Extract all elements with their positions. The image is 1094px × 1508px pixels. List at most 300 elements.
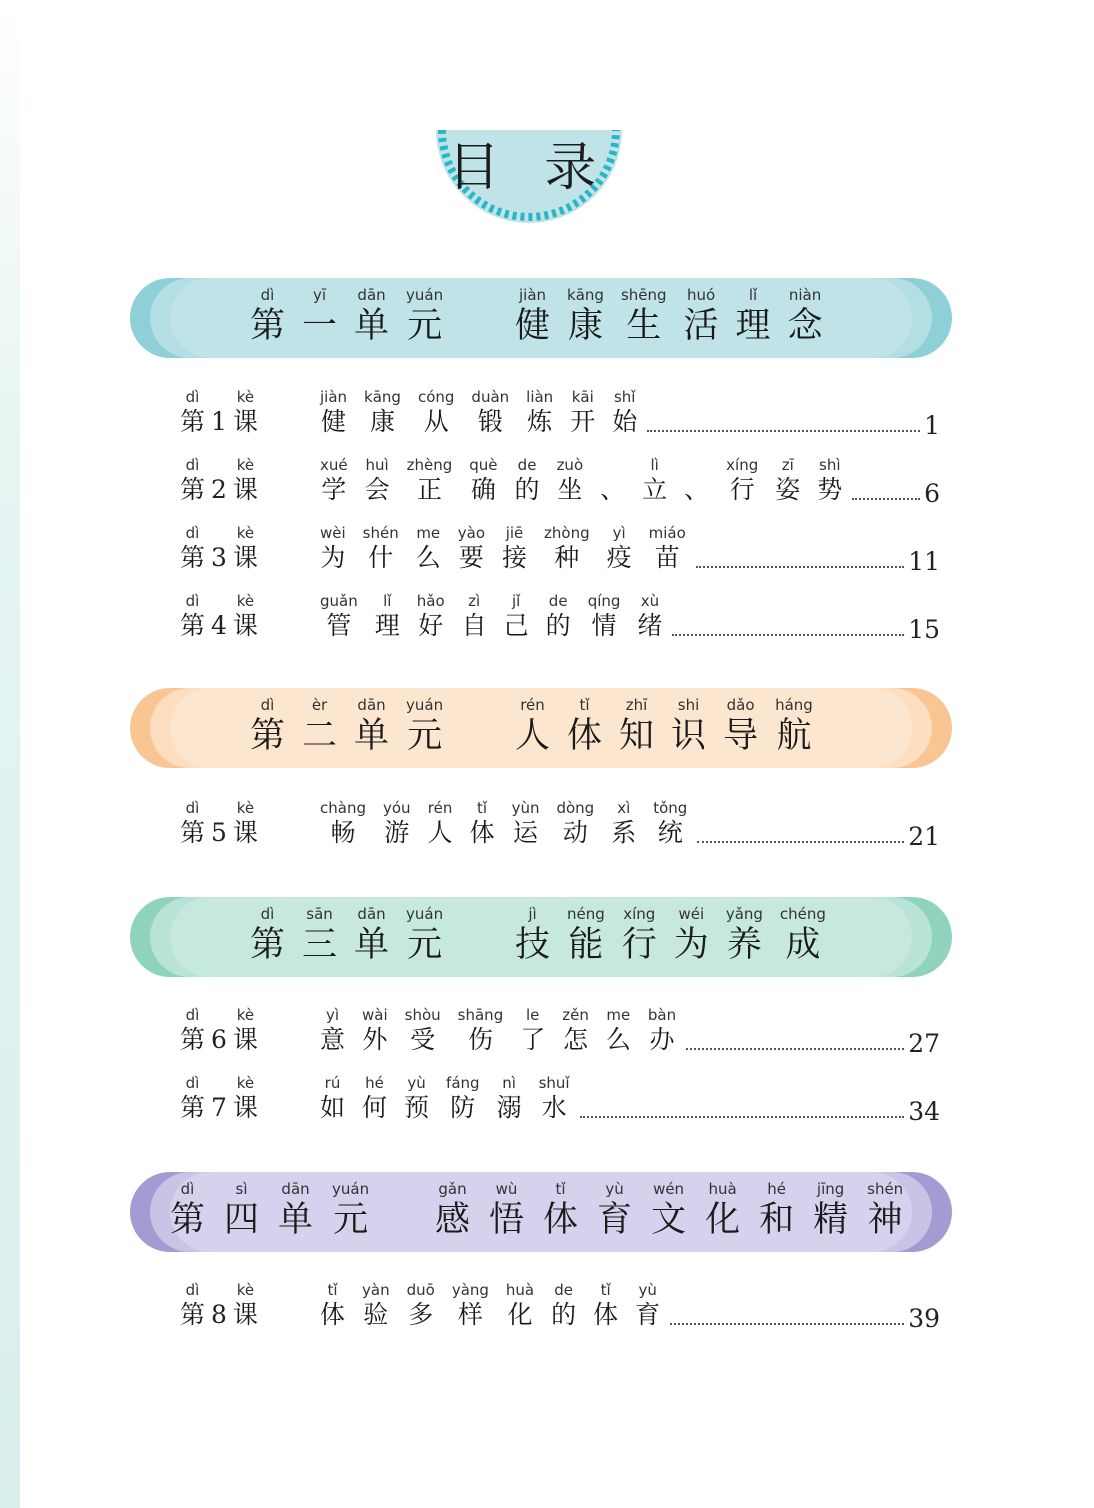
- hanzi: 课: [232, 1093, 258, 1122]
- lesson-title-char: [416, 524, 441, 574]
- pinyin: háng: [775, 696, 813, 714]
- pinyin: tǐ: [327, 1281, 338, 1299]
- hanzi: 精: [813, 1200, 849, 1240]
- pinyin: kè: [236, 456, 255, 474]
- pinyin: dān: [357, 905, 386, 923]
- unit-name-char: [788, 286, 823, 348]
- hanzi: 何: [362, 1093, 388, 1122]
- lesson-label-ke: [233, 799, 258, 849]
- page-title: 目 录: [447, 138, 611, 198]
- lesson-title-char: [635, 1281, 660, 1331]
- lesson-title: [320, 799, 687, 849]
- pinyin: kāng: [364, 388, 401, 406]
- lesson-title-char: [544, 524, 590, 574]
- pinyin: tǐ: [555, 1180, 566, 1198]
- unit-label-char: [250, 905, 285, 967]
- pinyin: kè: [236, 592, 255, 610]
- pinyin: shǐ: [613, 388, 636, 406]
- pinyin: dì: [185, 1006, 200, 1024]
- page-number: 21: [908, 822, 940, 851]
- dotted-leader: [647, 430, 920, 432]
- hanzi: 好: [418, 611, 444, 640]
- lesson-row-4[interactable]: [180, 592, 940, 652]
- lesson-title-char: [417, 592, 445, 642]
- lesson-title-char: [642, 456, 667, 506]
- hanzi: 为: [673, 925, 709, 965]
- lesson-row-1[interactable]: [180, 388, 940, 448]
- hanzi: 体: [320, 1300, 346, 1329]
- hanzi: 课: [232, 543, 258, 572]
- pinyin: yì: [325, 1006, 340, 1024]
- pinyin: zhòng: [544, 524, 590, 542]
- unit-name: [515, 696, 813, 758]
- unit-name-char: [671, 696, 706, 758]
- title-badge: [436, 130, 622, 224]
- lesson-title: [320, 1074, 570, 1124]
- unit-banner-4: [130, 1172, 952, 1252]
- hanzi: 三: [302, 925, 338, 965]
- pinyin: jiàn: [518, 286, 547, 304]
- hanzi: 体: [469, 818, 495, 847]
- hanzi: 始: [612, 407, 638, 436]
- hanzi: 么: [415, 543, 441, 572]
- hanzi: 统: [657, 818, 683, 847]
- lesson-row-7[interactable]: [180, 1074, 940, 1134]
- hanzi: 了: [520, 1025, 546, 1054]
- lesson-title: [320, 592, 662, 642]
- lesson-row-2[interactable]: [180, 456, 940, 516]
- lesson-row-6[interactable]: [180, 1006, 940, 1066]
- pinyin: shì: [819, 456, 841, 474]
- pinyin: kāi: [571, 388, 594, 406]
- hanzi: 课: [232, 1025, 258, 1054]
- lesson-title-char: [428, 799, 453, 849]
- unit-name-char: [775, 696, 813, 758]
- unit-banner-1: [130, 278, 952, 358]
- lesson-title-char: [611, 799, 636, 849]
- unit-name-char: [621, 286, 667, 348]
- lesson-title-char: [637, 592, 662, 642]
- hanzi: 、: [600, 475, 626, 504]
- hanzi: 育: [597, 1200, 633, 1240]
- lesson-title: [320, 1281, 660, 1331]
- hanzi: 四: [224, 1200, 260, 1240]
- hanzi: 的: [514, 475, 540, 504]
- pinyin: kè: [236, 1006, 255, 1024]
- unit-label-char: [170, 1180, 205, 1242]
- lesson-title-char: [562, 1006, 589, 1056]
- unit-name: [515, 905, 826, 967]
- pinyin: lǐ: [383, 592, 392, 610]
- pinyin: [694, 456, 699, 474]
- dotted-leader: [696, 566, 904, 568]
- hanzi: 二: [302, 716, 338, 756]
- unit-name: [435, 1180, 903, 1242]
- lesson-title-char: [446, 1074, 480, 1124]
- pinyin: yàn: [362, 1281, 390, 1299]
- hanzi: 单: [354, 925, 390, 965]
- pinyin: dì: [260, 696, 275, 714]
- hanzi: 课: [232, 407, 258, 436]
- unit-name-char: [619, 696, 654, 758]
- pinyin: yì: [612, 524, 626, 542]
- hanzi: 从: [423, 407, 449, 436]
- pinyin: rén: [427, 799, 453, 817]
- pinyin: wài: [362, 1006, 388, 1024]
- page-number: 11: [908, 547, 940, 576]
- lesson-label-di: [180, 1006, 205, 1056]
- hanzi: 畅: [330, 818, 356, 847]
- pinyin: jiàn: [320, 388, 348, 406]
- hanzi: 坐: [557, 475, 583, 504]
- dotted-leader: [580, 1116, 904, 1118]
- hanzi: 第: [250, 716, 286, 756]
- hanzi: 会: [364, 475, 390, 504]
- pinyin: me: [416, 524, 441, 542]
- pinyin: tǐ: [579, 696, 590, 714]
- hanzi: 理: [735, 306, 771, 346]
- hanzi: 行: [729, 475, 755, 504]
- hanzi: 游: [384, 818, 410, 847]
- lesson-label-di: [180, 592, 205, 642]
- hanzi: 学: [321, 475, 347, 504]
- hanzi: 人: [427, 818, 453, 847]
- pinyin: nì: [502, 1074, 516, 1092]
- hanzi: 育: [635, 1300, 661, 1329]
- lesson-title: [320, 524, 686, 574]
- lesson-row-5[interactable]: [180, 799, 940, 859]
- pinyin: qíng: [587, 592, 621, 610]
- hanzi: 溺: [496, 1093, 522, 1122]
- unit-name-char: [780, 905, 826, 967]
- hanzi: 第: [170, 1200, 206, 1240]
- pinyin: jǐ: [511, 592, 521, 610]
- pinyin: dì: [185, 456, 200, 474]
- hanzi: 情: [591, 611, 617, 640]
- pinyin: gǎn: [438, 1180, 467, 1198]
- unit-name-char: [567, 696, 602, 758]
- lesson-title-char: [320, 592, 358, 642]
- lesson-title-char: [458, 524, 485, 574]
- hanzi: 理: [374, 611, 400, 640]
- lesson-title-char: [526, 388, 553, 438]
- pinyin: èr: [311, 696, 328, 714]
- pinyin: dān: [357, 696, 386, 714]
- pinyin: de: [554, 1281, 574, 1299]
- lesson-title-char: [653, 799, 687, 849]
- lesson-label-di: [180, 388, 205, 438]
- lesson-title-char: [362, 1006, 388, 1056]
- pinyin: tǒng: [653, 799, 688, 817]
- pinyin: shòu: [404, 1006, 441, 1024]
- pinyin: wén: [653, 1180, 685, 1198]
- pinyin: zì: [468, 592, 481, 610]
- hanzi: 活: [683, 306, 719, 346]
- pinyin: le: [526, 1006, 540, 1024]
- hanzi: 课: [232, 611, 258, 640]
- lesson-title-char: [606, 1006, 631, 1056]
- pinyin: rén: [520, 696, 545, 714]
- unit-label-char: [250, 696, 285, 758]
- lesson-title-char: [557, 456, 584, 506]
- lesson-title-char: [502, 524, 527, 574]
- pinyin: huà: [505, 1281, 535, 1299]
- lesson-title-char: [458, 1006, 504, 1056]
- hanzi: 如: [320, 1093, 346, 1122]
- hanzi: 化: [705, 1200, 741, 1240]
- lesson-number: 5: [211, 818, 227, 847]
- pinyin: guǎn: [320, 592, 358, 610]
- unit-label-char: [250, 286, 285, 348]
- pinyin: huì: [365, 456, 389, 474]
- hanzi: 健: [321, 407, 347, 436]
- hanzi: 疫: [606, 543, 632, 572]
- hanzi: 动: [562, 818, 588, 847]
- hanzi: 航: [776, 716, 812, 756]
- pinyin: néng: [567, 905, 605, 923]
- hanzi: 导: [723, 716, 759, 756]
- lesson-label-ke: [233, 1281, 258, 1331]
- lesson-label: [180, 1074, 258, 1124]
- pinyin: sān: [306, 905, 333, 923]
- lesson-title-char: [520, 1006, 545, 1056]
- hanzi: 单: [354, 306, 390, 346]
- lesson-title-char: [817, 456, 842, 506]
- hanzi: 康: [567, 306, 603, 346]
- pinyin: fáng: [446, 1074, 480, 1092]
- hanzi: 水: [541, 1093, 567, 1122]
- hanzi: 技: [515, 925, 551, 965]
- pinyin: yuán: [406, 286, 444, 304]
- hanzi: 第: [250, 925, 286, 965]
- lesson-title-char: [504, 592, 529, 642]
- lesson-title-char: [320, 1006, 345, 1056]
- unit-banner-3: [130, 897, 952, 977]
- hanzi: 开: [570, 407, 596, 436]
- pinyin: hé: [365, 1074, 384, 1092]
- lesson-label: [180, 799, 258, 849]
- lesson-title-char: [363, 524, 399, 574]
- lesson-title-char: [471, 388, 509, 438]
- pinyin: zhèng: [406, 456, 453, 474]
- lesson-row-3[interactable]: [180, 524, 940, 584]
- lesson-label: [180, 456, 258, 506]
- hanzi: 什: [368, 543, 394, 572]
- lesson-number: 2: [211, 475, 227, 504]
- lesson-title-char: [407, 456, 453, 506]
- lesson-title-char: [515, 456, 540, 506]
- pinyin: yī: [313, 286, 327, 304]
- pinyin: xué: [320, 456, 348, 474]
- pinyin: huà: [708, 1180, 737, 1198]
- hanzi: 第: [180, 407, 206, 436]
- hanzi: 单: [354, 716, 390, 756]
- hanzi: 绪: [637, 611, 663, 640]
- hanzi: 伤: [467, 1025, 493, 1054]
- hanzi: 第: [180, 818, 206, 847]
- unit-label-char: [354, 905, 389, 967]
- pinyin: rú: [324, 1074, 341, 1092]
- lesson-title-char: [383, 799, 411, 849]
- hanzi: 知: [619, 716, 655, 756]
- hanzi: 健: [515, 306, 551, 346]
- unit-name-char: [597, 1180, 632, 1242]
- hanzi: 体: [593, 1300, 619, 1329]
- lesson-label-di: [180, 1281, 205, 1331]
- pinyin: dì: [180, 1180, 195, 1198]
- hanzi: 体: [567, 716, 603, 756]
- page-number: 1: [924, 411, 940, 440]
- lesson-title-char: [649, 524, 686, 574]
- hanzi: 成: [785, 925, 821, 965]
- pinyin: chéng: [779, 905, 826, 923]
- pinyin: [610, 456, 615, 474]
- unit-name-char: [489, 1180, 524, 1242]
- pinyin: shén: [362, 524, 399, 542]
- hanzi: 么: [605, 1025, 631, 1054]
- unit-label: [250, 286, 443, 348]
- pinyin: dòng: [556, 799, 595, 817]
- hanzi: 怎: [563, 1025, 589, 1054]
- pinyin: yùn: [511, 799, 540, 817]
- lesson-title-char: [320, 1074, 345, 1124]
- pinyin: de: [517, 456, 537, 474]
- lesson-number: 6: [211, 1025, 227, 1054]
- unit-name-char: [651, 1180, 686, 1242]
- page-number: 6: [924, 479, 940, 508]
- pinyin: dān: [357, 286, 386, 304]
- unit-name-char: [759, 1180, 794, 1242]
- pinyin: kè: [236, 1074, 255, 1092]
- unit-label-char: [354, 696, 389, 758]
- dotted-leader: [672, 634, 904, 636]
- pinyin: dì: [185, 799, 200, 817]
- unit-name-char: [543, 1180, 578, 1242]
- unit-name-char: [622, 905, 657, 967]
- pinyin: miáo: [648, 524, 686, 542]
- lesson-label-di: [180, 1074, 205, 1124]
- hanzi: 课: [232, 475, 258, 504]
- lesson-title-char: [775, 456, 800, 506]
- hanzi: 人: [515, 716, 551, 756]
- pinyin: wèi: [320, 524, 346, 542]
- left-edge-strip: [0, 0, 20, 1508]
- hanzi: 第: [180, 475, 206, 504]
- unit-name-char: [684, 286, 719, 348]
- pinyin: xíng: [623, 905, 656, 923]
- pinyin: jì: [528, 905, 537, 923]
- lesson-title-char: [593, 1281, 618, 1331]
- dotted-leader: [697, 841, 904, 843]
- pinyin: kè: [236, 524, 255, 542]
- lesson-label: [180, 524, 258, 574]
- lesson-title-char: [570, 388, 595, 438]
- lesson-title-char: [539, 1074, 570, 1124]
- lesson-title-char: [512, 799, 540, 849]
- unit-name-char: [515, 696, 550, 758]
- pinyin: zuò: [556, 456, 584, 474]
- lesson-label-di: [180, 799, 205, 849]
- hanzi: 体: [543, 1200, 579, 1240]
- unit-name-char: [674, 905, 709, 967]
- hanzi: 苗: [654, 543, 680, 572]
- dotted-leader: [686, 1048, 904, 1050]
- lesson-label-ke: [233, 592, 258, 642]
- pinyin: me: [606, 1006, 631, 1024]
- lesson-number: 3: [211, 543, 227, 572]
- hanzi: 悟: [489, 1200, 525, 1240]
- pinyin: lì: [650, 456, 659, 474]
- pinyin: lǐ: [748, 286, 758, 304]
- lesson-title-char: [600, 456, 625, 506]
- hanzi: 己: [503, 611, 529, 640]
- hanzi: 行: [621, 925, 657, 965]
- hanzi: 自: [461, 611, 487, 640]
- lesson-label-di: [180, 456, 205, 506]
- lesson-title-char: [470, 799, 495, 849]
- lesson-number: 1: [211, 407, 227, 436]
- unit-label-char: [302, 286, 337, 348]
- hanzi: 势: [817, 475, 843, 504]
- lesson-title-char: [405, 1006, 441, 1056]
- unit-label-char: [406, 286, 443, 348]
- pinyin: dì: [185, 388, 200, 406]
- pinyin: yuán: [406, 905, 444, 923]
- hanzi: 接: [502, 543, 528, 572]
- unit-name-char: [726, 905, 763, 967]
- hanzi: 元: [407, 716, 443, 756]
- pinyin: dì: [185, 1281, 200, 1299]
- unit-name-char: [736, 286, 771, 348]
- lesson-title-char: [452, 1281, 489, 1331]
- page-number: 15: [908, 615, 940, 644]
- lesson-title-char: [365, 456, 390, 506]
- lesson-row-8[interactable]: [180, 1281, 940, 1341]
- pinyin: tǐ: [477, 799, 488, 817]
- pinyin: kè: [236, 799, 255, 817]
- hanzi: 课: [232, 818, 258, 847]
- lesson-title: [320, 456, 842, 506]
- lesson-title-char: [320, 799, 366, 849]
- pinyin: shāng: [457, 1006, 504, 1024]
- pinyin: yuán: [406, 696, 444, 714]
- lesson-title: [320, 1006, 676, 1056]
- lesson-title-char: [551, 1281, 576, 1331]
- hanzi: 炼: [527, 407, 553, 436]
- hanzi: 办: [649, 1025, 675, 1054]
- pinyin: zhī: [625, 696, 648, 714]
- lesson-label: [180, 1281, 258, 1331]
- pinyin: què: [469, 456, 498, 474]
- hanzi: 第: [180, 1093, 206, 1122]
- lesson-label: [180, 1006, 258, 1056]
- lesson-title-char: [546, 592, 571, 642]
- lesson-title-char: [726, 456, 758, 506]
- lesson-title-char: [320, 388, 347, 438]
- unit-name-char: [567, 286, 604, 348]
- pinyin: kè: [236, 1281, 255, 1299]
- pinyin: cóng: [417, 388, 455, 406]
- lesson-title-char: [364, 388, 401, 438]
- hanzi: 生: [626, 306, 662, 346]
- pinyin: kè: [236, 388, 255, 406]
- unit-name-char: [723, 696, 758, 758]
- hanzi: 能: [568, 925, 604, 965]
- hanzi: 运: [513, 818, 539, 847]
- lesson-title-char: [607, 524, 632, 574]
- unit-name-char: [515, 286, 550, 348]
- unit-name-char: [813, 1180, 848, 1242]
